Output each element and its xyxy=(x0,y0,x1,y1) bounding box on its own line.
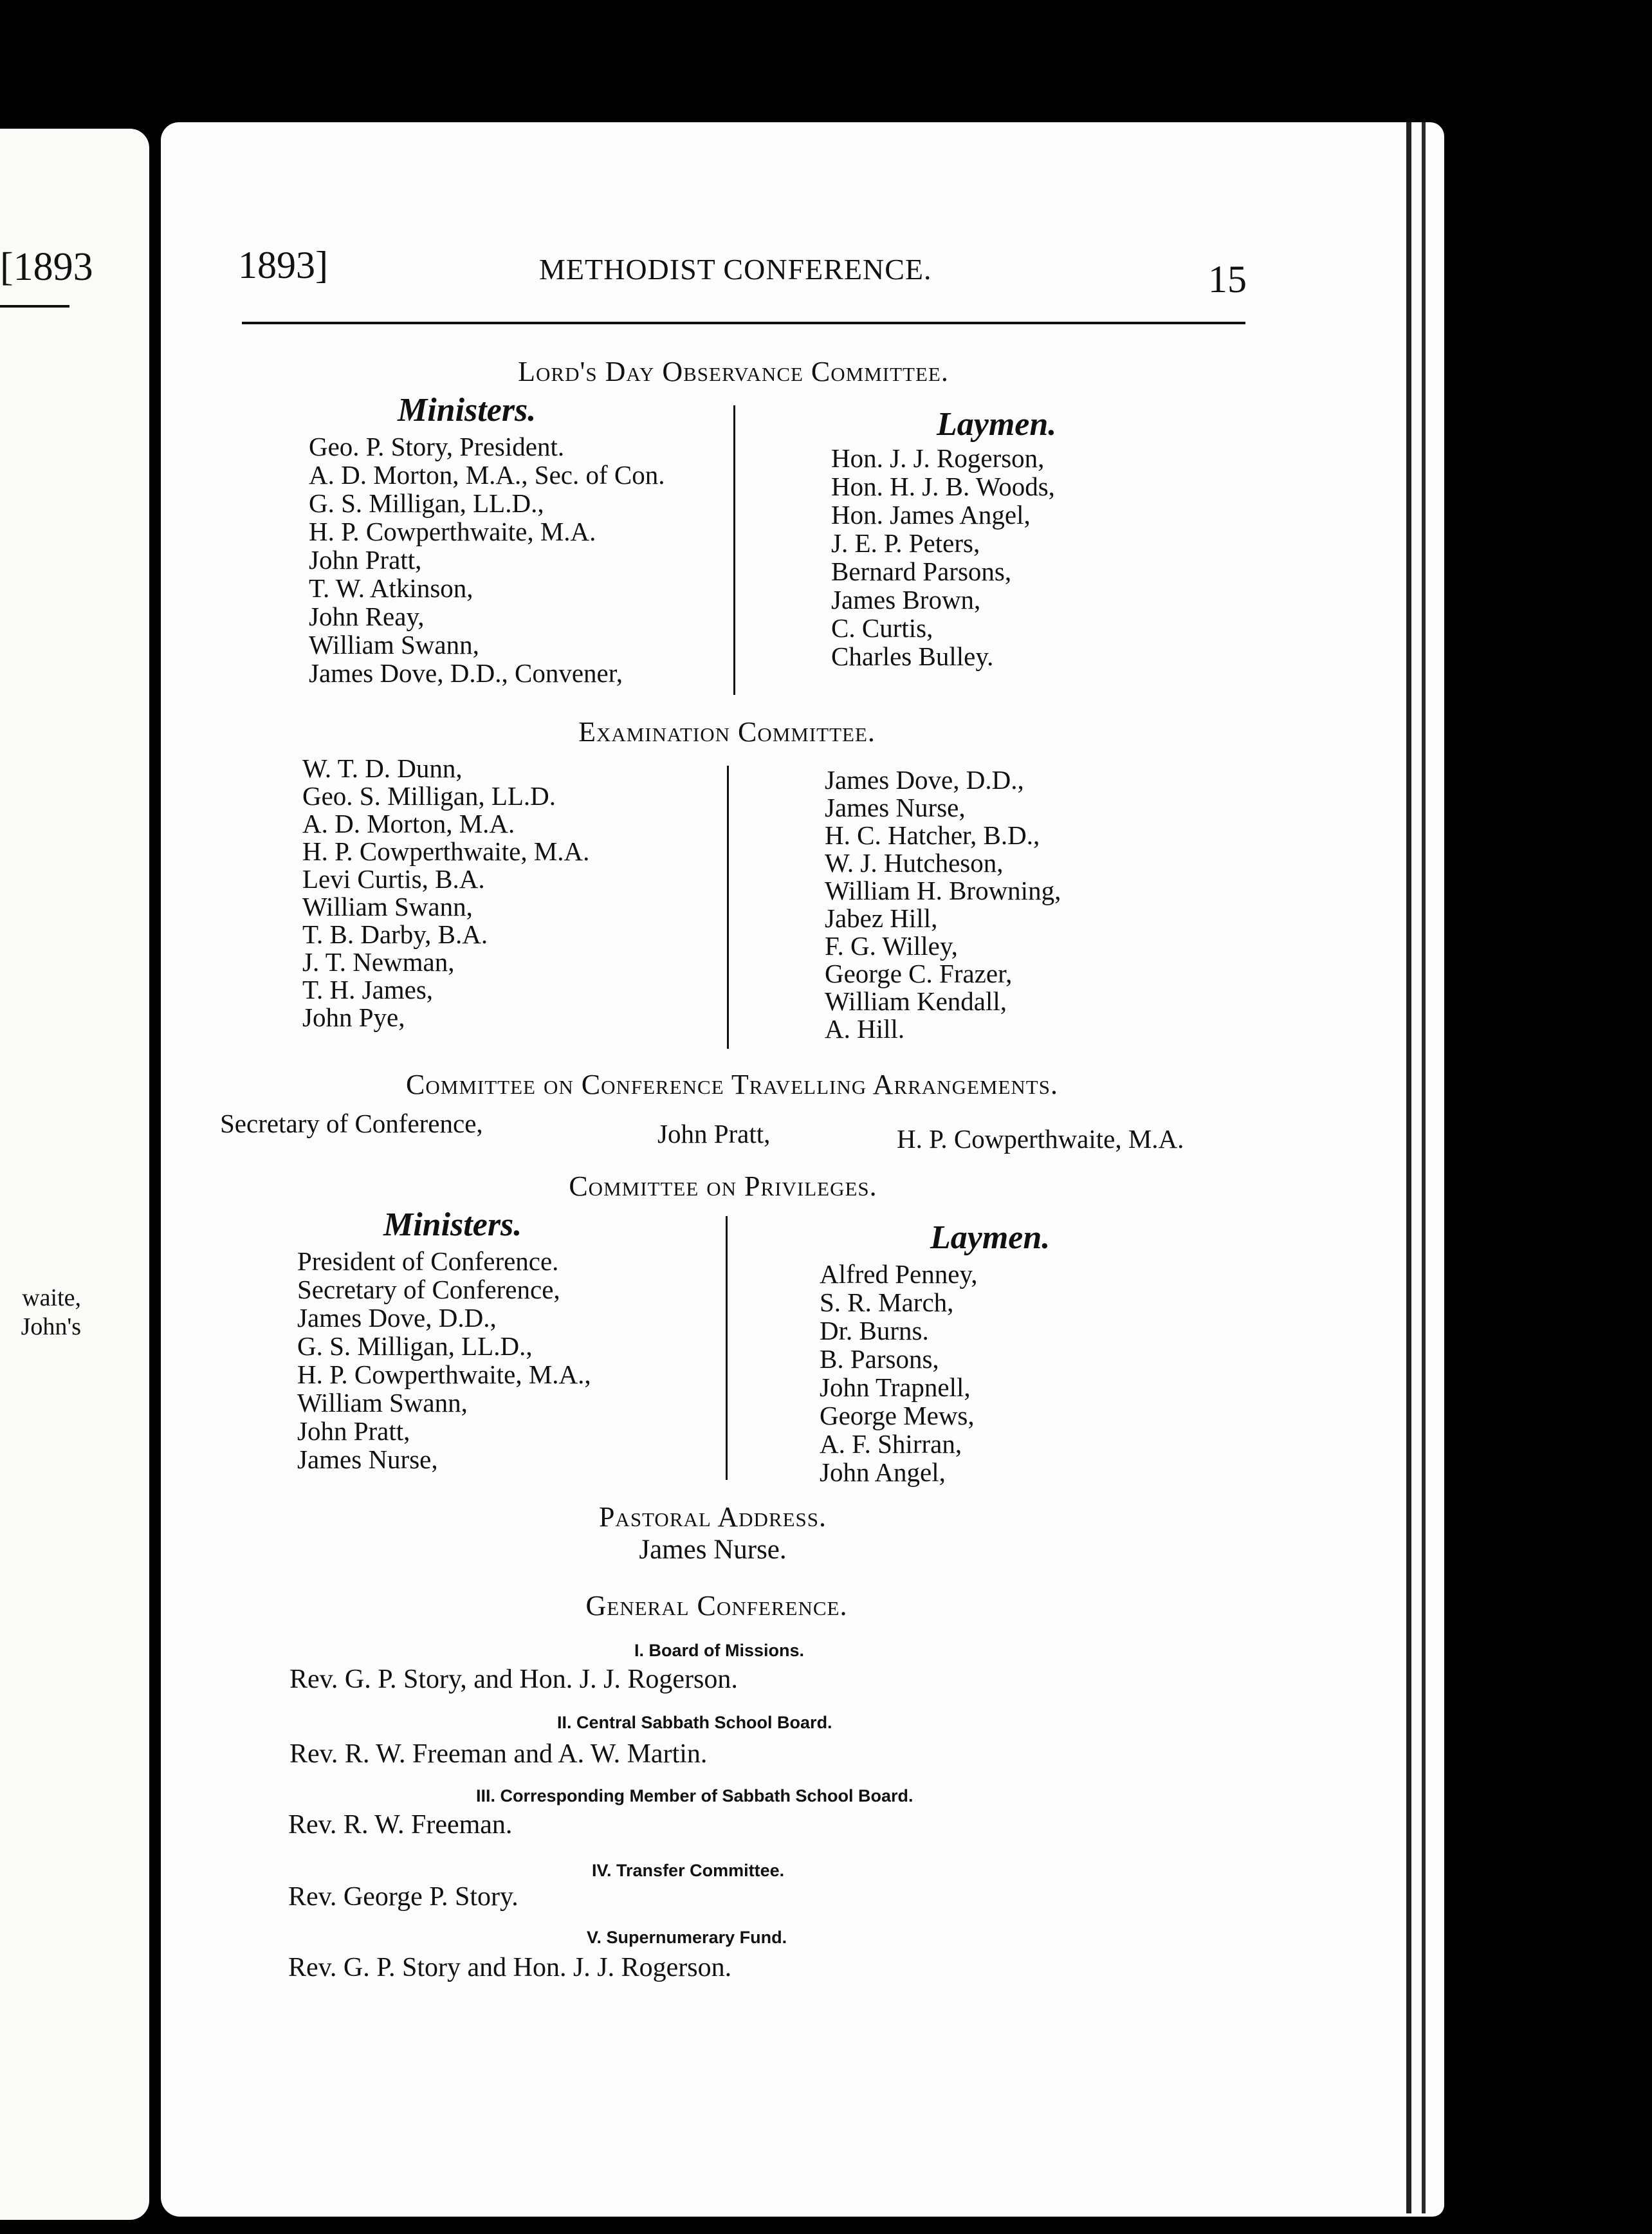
member-entry: William H. Browning, xyxy=(825,876,1061,905)
member-entry: James Nurse, xyxy=(297,1445,438,1474)
member-entry: William Swann, xyxy=(309,630,479,660)
subsection-title: III. Corresponding Member of Sabbath School Board. xyxy=(476,1786,913,1805)
subsection-members: Rev. R. W. Freeman. xyxy=(288,1810,513,1840)
member-entry: George Mews, xyxy=(820,1401,975,1430)
subsection-members: Rev. G. P. Story, and Hon. J. J. Rogerson. xyxy=(289,1665,738,1694)
member-entry: H. P. Cowperthwaite, M.A. xyxy=(309,517,596,546)
member-entry: S. R. March, xyxy=(820,1288,954,1317)
member-entry: John Pratt, xyxy=(297,1416,410,1446)
subsection-title: I. Board of Missions. xyxy=(634,1641,805,1660)
member-entry: William Kendall, xyxy=(825,986,1007,1016)
member-entry: J. T. Newman, xyxy=(302,947,455,977)
subsection-members: Rev. G. P. Story and Hon. J. J. Rogerson. xyxy=(288,1953,732,1982)
previous-page-text-fragment: John's xyxy=(21,1313,81,1340)
member-entry: William Swann, xyxy=(302,892,473,921)
member-entry: Geo. P. Story, President. xyxy=(309,432,565,461)
member-entry: Hon. J. J. Rogerson, xyxy=(831,443,1045,473)
member-entry: T. H. James, xyxy=(302,975,434,1004)
member-entry: John Pratt, xyxy=(657,1119,771,1149)
member-entry: J. E. P. Peters, xyxy=(831,528,980,558)
member-entry: Hon. H. J. B. Woods, xyxy=(831,472,1055,501)
member-entry: H. P. Cowperthwaite, M.A. xyxy=(302,836,590,866)
member-entry: G. S. Milligan, LL.D., xyxy=(297,1331,533,1361)
member-entry: A. D. Morton, M.A. xyxy=(302,809,515,838)
member-entry: John Trapnell, xyxy=(820,1372,971,1402)
member-entry: H. P. Cowperthwaite, M.A. xyxy=(897,1124,1184,1154)
page-edge-shadow xyxy=(1422,122,1426,2213)
pastoral-address-writer: James Nurse. xyxy=(639,1535,787,1565)
member-entry: John Pratt, xyxy=(309,545,422,575)
column-divider xyxy=(727,766,729,1049)
subsection-title: II. Central Sabbath School Board. xyxy=(557,1713,832,1732)
header-rule xyxy=(242,322,1245,324)
section-heading: Lord's Day Observance Committee. xyxy=(518,356,949,387)
member-entry: Geo. S. Milligan, LL.D. xyxy=(302,781,556,811)
member-entry: A. D. Morton, M.A., Sec. of Con. xyxy=(309,460,665,490)
section-heading: General Conference. xyxy=(585,1590,848,1621)
member-entry: Hon. James Angel, xyxy=(831,500,1031,530)
member-entry: Charles Bulley. xyxy=(831,642,994,671)
subsection-members: Rev. R. W. Freeman and A. W. Martin. xyxy=(289,1739,708,1769)
column-title-laymen: Laymen. xyxy=(937,406,1057,443)
member-entry: A. Hill. xyxy=(825,1014,905,1044)
member-entry: Bernard Parsons, xyxy=(831,557,1012,586)
column-divider xyxy=(733,405,735,695)
column-title-laymen: Laymen. xyxy=(930,1219,1051,1256)
member-entry: James Brown, xyxy=(831,585,981,614)
running-head-year: 1893] xyxy=(238,244,328,286)
page-edge-shadow xyxy=(1406,122,1411,2213)
member-entry: George C. Frazer, xyxy=(825,959,1013,988)
member-entry: James Dove, D.D., Convener, xyxy=(309,658,623,688)
member-entry: James Nurse, xyxy=(825,793,966,822)
member-entry: C. Curtis, xyxy=(831,613,933,643)
previous-page-year: [1893 xyxy=(0,245,93,289)
member-entry: F. G. Willey, xyxy=(825,931,958,961)
member-entry: John Pye, xyxy=(302,1002,405,1032)
member-entry: James Dove, D.D., xyxy=(825,765,1024,795)
section-heading: Committee on Privileges. xyxy=(569,1170,877,1202)
column-title-ministers: Ministers. xyxy=(383,1206,522,1243)
previous-page-rule xyxy=(0,305,69,308)
member-entry: President of Conference. xyxy=(297,1246,559,1276)
member-entry: T. W. Atkinson, xyxy=(309,573,473,603)
member-entry: Secretary of Conference, xyxy=(297,1275,560,1304)
member-entry: T. B. Darby, B.A. xyxy=(302,919,488,949)
section-heading: Examination Committee. xyxy=(578,716,876,748)
section-heading: Committee on Conference Travelling Arrangements. xyxy=(406,1069,1058,1100)
member-entry: John Reay, xyxy=(309,602,425,631)
previous-page-fragment xyxy=(0,129,149,2220)
member-entry: G. S. Milligan, LL.D., xyxy=(309,488,544,518)
previous-page-text-fragment: waite, xyxy=(22,1284,81,1311)
member-entry: W. T. D. Dunn, xyxy=(302,753,463,783)
member-entry: Jabez Hill, xyxy=(825,903,938,933)
section-heading: Pastoral Address. xyxy=(598,1501,827,1533)
column-divider xyxy=(726,1216,728,1480)
member-entry: Levi Curtis, B.A. xyxy=(302,864,485,894)
subsection-members: Rev. George P. Story. xyxy=(288,1882,519,1912)
page-number: 15 xyxy=(1208,258,1247,300)
running-head-title: METHODIST CONFERENCE. xyxy=(539,253,932,286)
subsection-title: IV. Transfer Committee. xyxy=(592,1861,785,1880)
member-entry: H. C. Hatcher, B.D., xyxy=(825,820,1040,850)
member-entry: James Dove, D.D., xyxy=(297,1303,497,1333)
subsection-title: V. Supernumerary Fund. xyxy=(587,1928,787,1947)
member-entry: Alfred Penney, xyxy=(820,1259,978,1289)
member-entry: A. F. Shirran, xyxy=(820,1429,962,1459)
member-entry: John Angel, xyxy=(820,1457,946,1487)
column-title-ministers: Ministers. xyxy=(398,392,537,429)
member-entry: W. J. Hutcheson, xyxy=(825,848,1004,878)
member-entry: Secretary of Conference, xyxy=(220,1109,483,1138)
member-entry: Dr. Burns. xyxy=(820,1316,929,1345)
member-entry: William Swann, xyxy=(297,1388,468,1417)
member-entry: B. Parsons, xyxy=(820,1344,939,1374)
member-entry: H. P. Cowperthwaite, M.A., xyxy=(297,1360,591,1389)
